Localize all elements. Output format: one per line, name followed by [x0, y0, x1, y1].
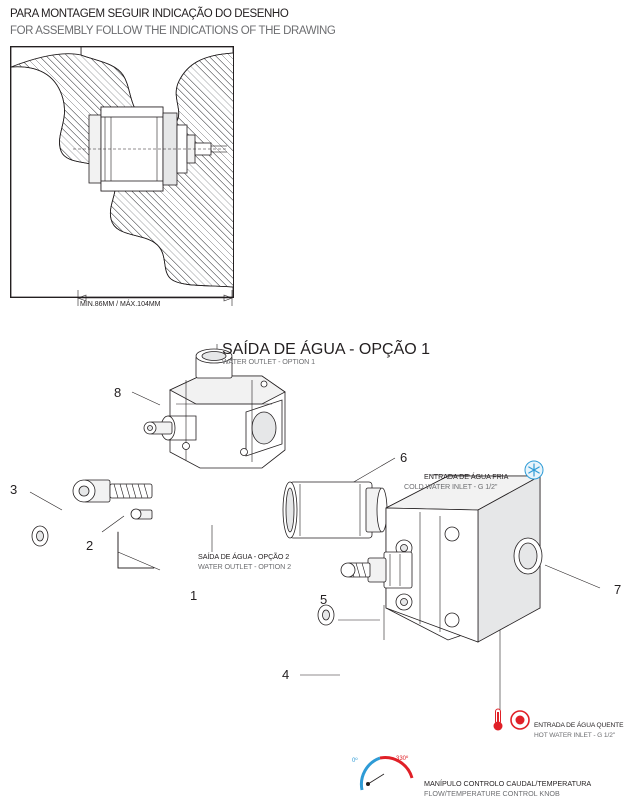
callout-2: 2: [86, 538, 94, 553]
label-outlet-option2-pt: SAÍDA DE ÁGUA - OPÇÃO 2: [198, 552, 290, 561]
label-knob-en: FLOW/TEMPERATURE CONTROL KNOB: [424, 789, 560, 798]
callout-3: 3: [10, 482, 18, 497]
part-4-washer: [318, 605, 334, 625]
part-6-cartridge: [283, 482, 387, 538]
part-5-spindle: [341, 552, 412, 588]
gauge-min-label: 0º: [352, 758, 358, 764]
hot-target-icon: [511, 711, 529, 729]
label-outlet-option1-pt: SAÍDA DE ÁGUA - OPÇÃO 1: [222, 341, 431, 358]
label-hot-inlet-pt: ENTRADA DE ÁGUA QUENTE: [534, 722, 624, 729]
callout-1: 1: [190, 588, 198, 603]
callout-8: 8: [114, 385, 122, 400]
snowflake-icon: [525, 461, 543, 479]
gauge-max-label: 330º: [396, 756, 409, 762]
label-outlet-option2-en: WATER OUTLET - OPTION 2: [198, 562, 292, 571]
header-title-pt: PARA MONTAGEM SEGUIR INDICAÇÃO DO DESENHO: [10, 8, 289, 20]
part-3-threaded-stem: [73, 480, 152, 502]
header-title-en: FOR ASSEMBLY FOLLOW THE INDICATIONS OF THE DRAWING: [10, 25, 336, 37]
wall-cavity-shape: [11, 47, 233, 297]
part-2-set-screw: [131, 509, 152, 519]
label-cold-inlet-pt: ENTRADA DE ÁGUA FRIA: [424, 472, 509, 481]
washer-small-left: [32, 526, 48, 546]
label-hot-inlet-en: HOT WATER INLET - G 1/2": [534, 732, 616, 739]
thermometer-icon: [494, 709, 503, 731]
dimension-label: MIN.86MM / MÁX.104MM: [80, 301, 161, 308]
label-knob-pt: MANÍPULO CONTROLO CAUDAL/TEMPERATURA: [424, 779, 592, 788]
wall-section-diagram: [10, 46, 234, 298]
callout-6: 6: [400, 450, 408, 465]
part-1-allen-key: [118, 532, 154, 568]
temperature-gauge: [360, 758, 412, 800]
callout-5: 5: [320, 592, 328, 607]
callout-7: 7: [614, 582, 622, 597]
label-outlet-option1-en: WATER OUTLET - OPTION 1: [222, 357, 316, 366]
callout-4: 4: [282, 667, 290, 682]
label-cold-inlet-en: COLD WATER INLET - G 1/2": [404, 482, 498, 491]
